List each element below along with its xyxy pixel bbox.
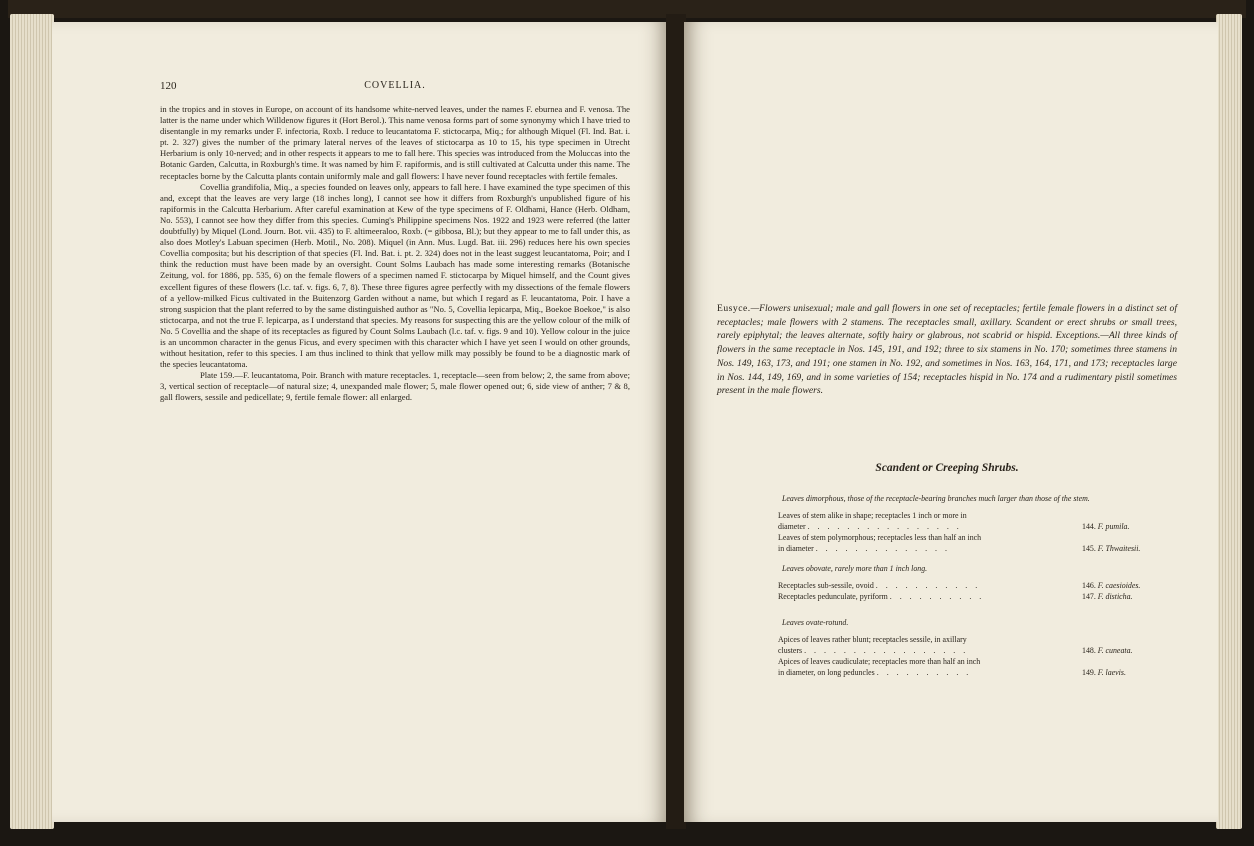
- species-number: 149.: [1082, 668, 1096, 677]
- species-name: F. laevis.: [1097, 668, 1126, 677]
- key-entry: [760, 510, 1180, 532]
- species-number: 145.: [1082, 544, 1096, 553]
- key-entry-cont: diameter: [778, 522, 806, 531]
- key-group-3: [760, 617, 1180, 678]
- species-name: F. cuneata.: [1097, 646, 1133, 655]
- right-page-stack: [1216, 14, 1242, 829]
- key-entry-cont: in diameter, on long peduncles: [778, 668, 875, 677]
- key-entry: [760, 634, 1180, 656]
- species-number: 144.: [1082, 522, 1096, 531]
- species-name: F. caesioides.: [1097, 581, 1141, 590]
- key-entry: [760, 580, 1180, 591]
- section-heading: Scandent or Creeping Shrubs.: [875, 462, 1019, 474]
- species-number: 147.: [1082, 592, 1096, 601]
- book-cover-edge: [8, 0, 1246, 18]
- species-number: 148.: [1082, 646, 1096, 655]
- leader-dots: . . . . . . . . . . . . . .: [815, 544, 950, 553]
- species-ref: [1082, 580, 1180, 591]
- species-number: 146.: [1082, 581, 1096, 590]
- paragraph: in the tropics and in stoves in Europe, on account of its handsome white-nerved leaves, under the names F. eburnea and F. venosa. The latter is the name under which Willdenow figures it (Hort Berol.). This name venosa forms part of some synonymy which I have tried to disentangle in my remarks under F. infectoria, Roxb. I reduce to leucantatoma F. stictocarpa, Miq.; for although Miquel (Fl. Ind. Bat. i. pt. 2. 327) gives the number of the primary lateral nerves of the leaves of stictocarpa as 10 to 15, his type specimen in Utrecht Herbarium is only 10-nerved; and in other respects it appears to me to fall here. This species was introduced from the Moluccas into the Botanic Garden, Calcutta, in Roxburgh's time. It was named by him F. rapiformis, and is still cultivated at Calcutta under this name. The receptacles borne by the Calcutta plants contain uniformly male and gall flowers: I have never found receptacles with fertile females.: [160, 104, 630, 181]
- key-entry-text: Apices of leaves caudiculate; receptacles more than half an inch: [778, 657, 981, 666]
- running-title: COVELLIA.: [364, 80, 426, 91]
- book-gutter: [666, 14, 686, 829]
- species-ref: [1082, 543, 1180, 554]
- leader-dots: . . . . . . . . . . . . . . . . .: [804, 646, 969, 655]
- page-number: 120: [160, 80, 177, 92]
- leader-dots: . . . . . . . . . .: [876, 668, 972, 677]
- section-text: —Flowers unisexual; male and gall flowers in one set of receptacles; fertile female flowers in a distinct set of receptacles; male flowers with 2 stamens. The receptacles small, axillary. Scandent or erect shrubs or small trees, rarely epiphytal; the leaves alternate, softly hairy or glabrous, not scabrid or hispid. Exceptions.—All three kinds of flowers in the same receptacle in Nos. 145, 191, and 192; three to six stamens in No. 170; sometimes three stamens in Nos. 149, 163, 173, and 191; one stamen in No. 192, and sometimes in Nos. 163, 164, 171, and 173; receptacles large in Nos. 144, 149, 169, and in some varieties of 154; receptacles hispid in No. 174 and a rudimentary pistil sometimes present in the male flowers.: [717, 303, 1177, 397]
- key-heading: Leaves ovate-rotund.: [782, 618, 849, 627]
- plate-caption: Plate 159.—F. leucantatoma, Poir. Branch with mature receptacles. 1, receptacle—seen from below; 2, the same from above; 3, vertical section of receptacle—of natural size; 4, unexpanded male flower; 5, male flower opened out; 6, side view of anther; 7 & 8, gall flowers, sessile and pedicellate; 9, fertile female flower: all enlarged.: [160, 370, 630, 403]
- species-name: F. disticha.: [1097, 592, 1133, 601]
- left-page-stack: [10, 14, 54, 829]
- species-name: F. Thwaitesii.: [1097, 544, 1141, 553]
- key-entry-text: Apices of leaves rather blunt; receptacles sessile, in axillary: [778, 635, 967, 644]
- leader-dots: . . . . . . . . . . . . . . . .: [807, 522, 962, 531]
- key-group-2: [760, 563, 1180, 602]
- leader-dots: . . . . . . . . . .: [889, 592, 985, 601]
- paragraph: Covellia grandifolia, Miq., a species founded on leaves only, appears to fall here. I have examined the type specimen of this and, except that the leaves are very large (18 inches long), I cannot see how it differs from Roxburgh's unpublished figure of his rapiformis in the Calcutta Herbarium. After careful examination at Kew of the type specimens of F. Oldhami, Hance (Herb. Oldham, No. 553), I cannot see how they differ from this species. Cuming's Philippine specimens Nos. 1922 and 1923 were referred (the latter doubtfully) by Miquel (Lond. Journ. Bot. vii. 435) to F. altimeeraloo, Roxb. (= gibbosa, Bl.); but they appear to me to fall under this, as also does Motley's Labuan specimen (Herb. Motil., No. 208). Miquel (in Ann. Mus. Lugd. Bat. iii. 296) reduces here his own species Covellia composita; but his description of that species (Fl. Ind. Bat. i. pt. 2. 324) does not in the least suggest leucantatoma, Poir; and I think the reduction must have been made by an oversight. Count Solms Laubach has made some interesting remarks (Botanische Zeitung, vol. for 1886, pp. 535, 6) on the female flowers of a specimen named F. stictocarpa by Miquel himself, and the Count gives excellent figures of these flowers (l.c. taf. v. figs. 6, 7, 8). These three figures agree perfectly with my dissections of the female flowers of a yellow-milked Ficus cultivated in the Buitenzorg Garden without a name, but which I regard as F. leucantatoma, Poir. I have a strong suspicion that the plant referred to by the same distinguished author as "No. 5, Covellia lepicarpa, Miq., Boekoe Boekoe," is also stictocarpa, and not the true F. lepicarpa, as I understand that species. My reasons for suspecting this are the yellow colour of the milk of No. 5 Covellia and the shape of its receptacles as figured by Count Solms Laubach (l.c. taf. v. figs. 9 and 10). Yellow colour in the juice is an uncommon character in the genus Ficus, and every specimen with this character which I have yet seen I would on other grounds, without hesitation, refer to this species. I am thus inclined to think that yellow milk may possibly be found to be a diagnostic mark of the species leucantatoma.: [160, 181, 630, 370]
- section-label: Eusyce.: [717, 303, 751, 314]
- key-entry: [760, 591, 1180, 602]
- key-group-1: [760, 493, 1180, 554]
- species-ref: [1082, 645, 1180, 656]
- key-entry-cont: clusters: [778, 646, 803, 655]
- eusyce-description: [717, 302, 1177, 398]
- key-entry-text: Receptacles pedunculate, pyriform: [778, 592, 888, 601]
- key-entry-text: Leaves of stem polymorphous; receptacles less than half an inch: [778, 533, 982, 542]
- key-entry: [760, 656, 1180, 678]
- species-ref: [1082, 667, 1180, 678]
- right-page: [684, 22, 1218, 822]
- key-entry-text: Leaves of stem alike in shape; receptacles 1 inch or more in: [778, 511, 967, 520]
- key-entry-text: Receptacles sub-sessile, ovoid: [778, 581, 874, 590]
- key-entry: [760, 532, 1180, 554]
- species-ref: [1082, 591, 1180, 602]
- species-ref: [1082, 521, 1180, 532]
- left-page-body: [160, 104, 630, 404]
- key-heading: Leaves dimorphous, those of the receptacle-bearing branches much larger than those of the stem.: [782, 494, 1090, 503]
- key-heading: Leaves obovate, rarely more than 1 inch long.: [782, 564, 928, 573]
- key-entry-cont: in diameter: [778, 544, 814, 553]
- species-name: F. pumila.: [1097, 522, 1130, 531]
- leader-dots: . . . . . . . . . . .: [875, 581, 981, 590]
